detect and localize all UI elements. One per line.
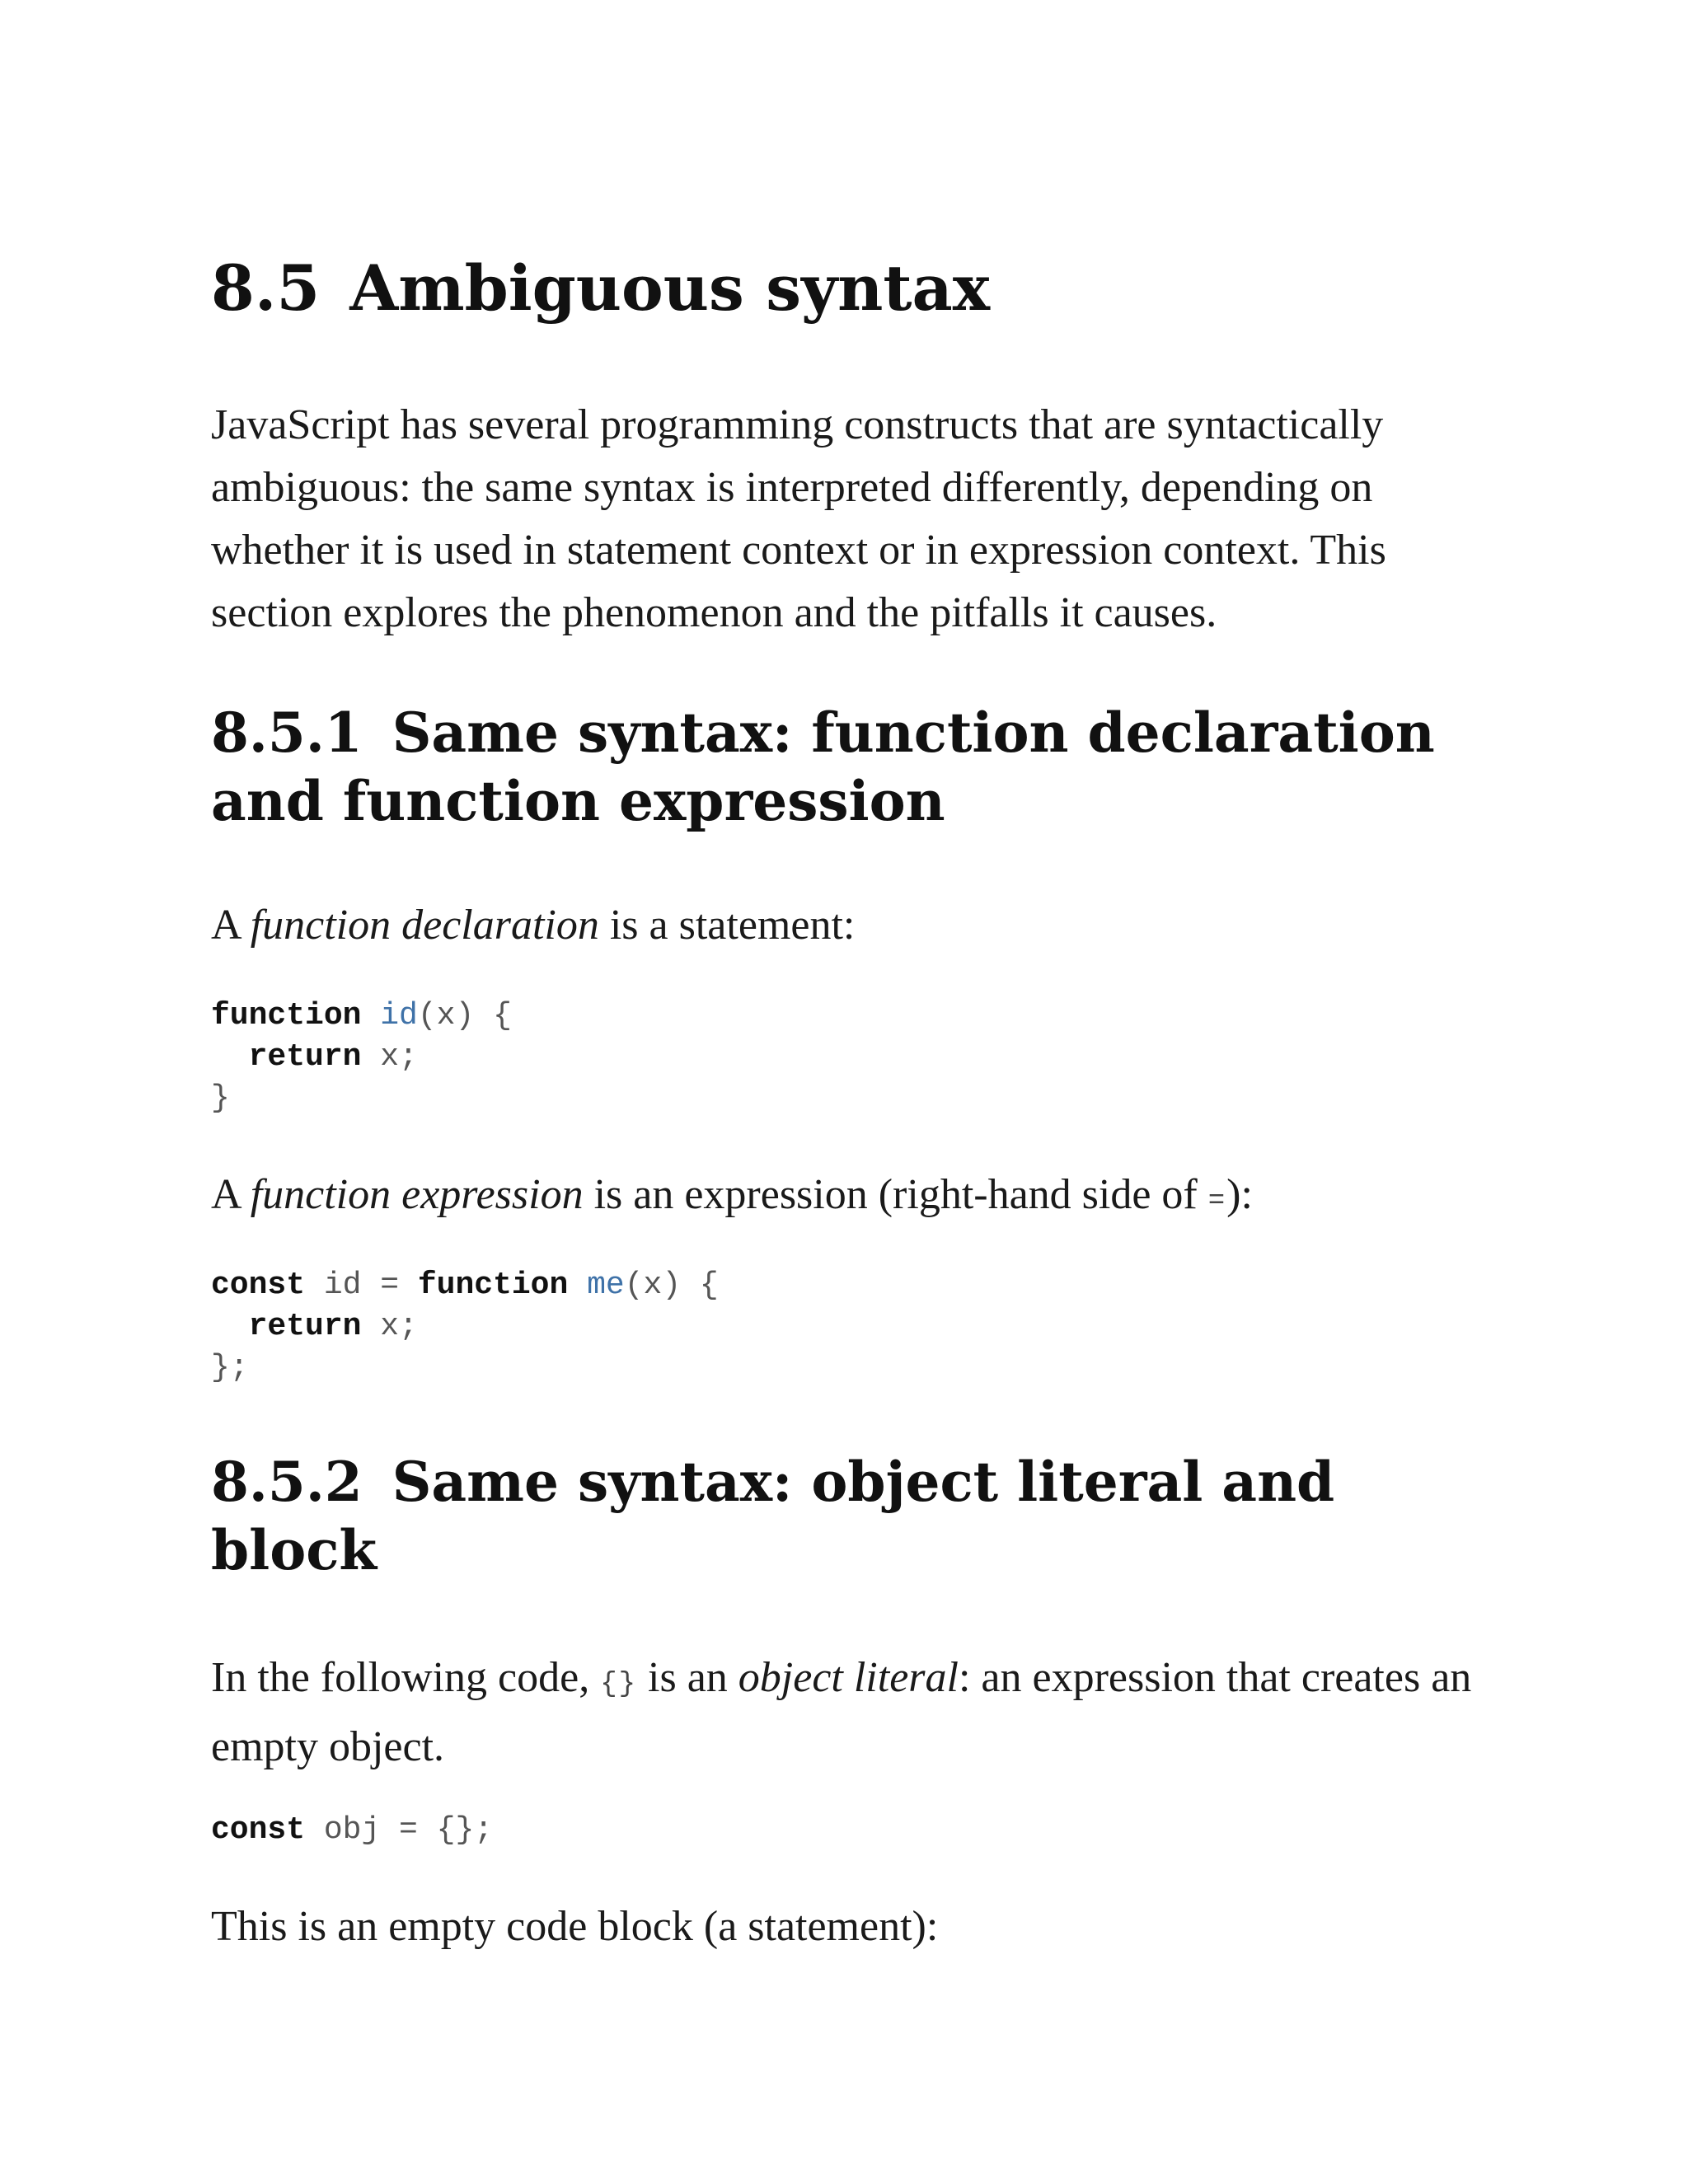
keyword: return	[248, 1039, 362, 1075]
keyword: const	[211, 1812, 306, 1848]
subsection-number: 8.5.1	[211, 701, 363, 765]
function-expression-paragraph	[211, 1164, 1497, 1233]
function-name: me	[587, 1268, 625, 1303]
function-declaration-paragraph	[211, 894, 1497, 957]
text-run: A	[211, 902, 251, 949]
code-text: obj = {};	[305, 1812, 494, 1848]
emphasis-term: function declaration	[250, 902, 599, 949]
empty-block-paragraph: This is an empty code block (a statement):	[211, 1903, 939, 1950]
inline-code: {}	[600, 1669, 638, 1700]
subsection-heading-8-5-1	[211, 699, 1497, 836]
subsection-title: Same syntax: object literal and block	[211, 1450, 1335, 1582]
subsection-number: 8.5.2	[211, 1450, 363, 1514]
text-run: In the following code,	[211, 1654, 601, 1701]
keyword: function	[417, 1268, 569, 1303]
section-number: 8.5	[211, 251, 321, 325]
keyword: function	[211, 998, 362, 1033]
code-text: x;	[361, 1309, 418, 1344]
object-literal-paragraph	[211, 1647, 1497, 1779]
text-run: : an expression that creates an empty object.	[211, 1654, 1472, 1770]
subsection-title: Same syntax: function declaration and function expression	[211, 701, 1435, 833]
function-name: id	[380, 998, 418, 1033]
code-block-object-literal	[211, 1810, 493, 1851]
section-heading	[211, 247, 990, 330]
intro-paragraph: JavaScript has several programming constructs that are syntactically ambiguous: the same syntax is interpreted differently, depending on whether it is used in statement context or in expression context. This section explores the phenomenon and the pitfalls it causes.	[211, 401, 1386, 636]
code-text: (x) {	[417, 998, 512, 1033]
code-block-function-expression	[211, 1265, 719, 1389]
keyword: const	[211, 1268, 306, 1303]
code-block-function-declaration	[211, 996, 512, 1119]
code-text: }	[211, 1080, 230, 1116]
code-text: x;	[361, 1039, 418, 1075]
text-run: ):	[1226, 1171, 1253, 1218]
code-text: };	[211, 1350, 249, 1385]
emphasis-term: function expression	[250, 1171, 584, 1218]
code-text: id =	[305, 1268, 418, 1303]
text-run: is an expression (right-hand side of	[583, 1171, 1208, 1218]
emphasis-term: object literal	[738, 1654, 959, 1701]
section-title: Ambiguous syntax	[349, 251, 991, 325]
code-indent	[211, 1039, 249, 1075]
text-run: is an	[637, 1654, 738, 1701]
text-run: is a statement:	[598, 902, 856, 949]
inline-code: =	[1207, 1186, 1227, 1217]
text-run: A	[211, 1171, 251, 1218]
code-indent	[211, 1309, 249, 1344]
subsection-heading-8-5-2	[211, 1448, 1497, 1585]
code-text: (x) {	[624, 1268, 719, 1303]
keyword: return	[248, 1309, 362, 1344]
